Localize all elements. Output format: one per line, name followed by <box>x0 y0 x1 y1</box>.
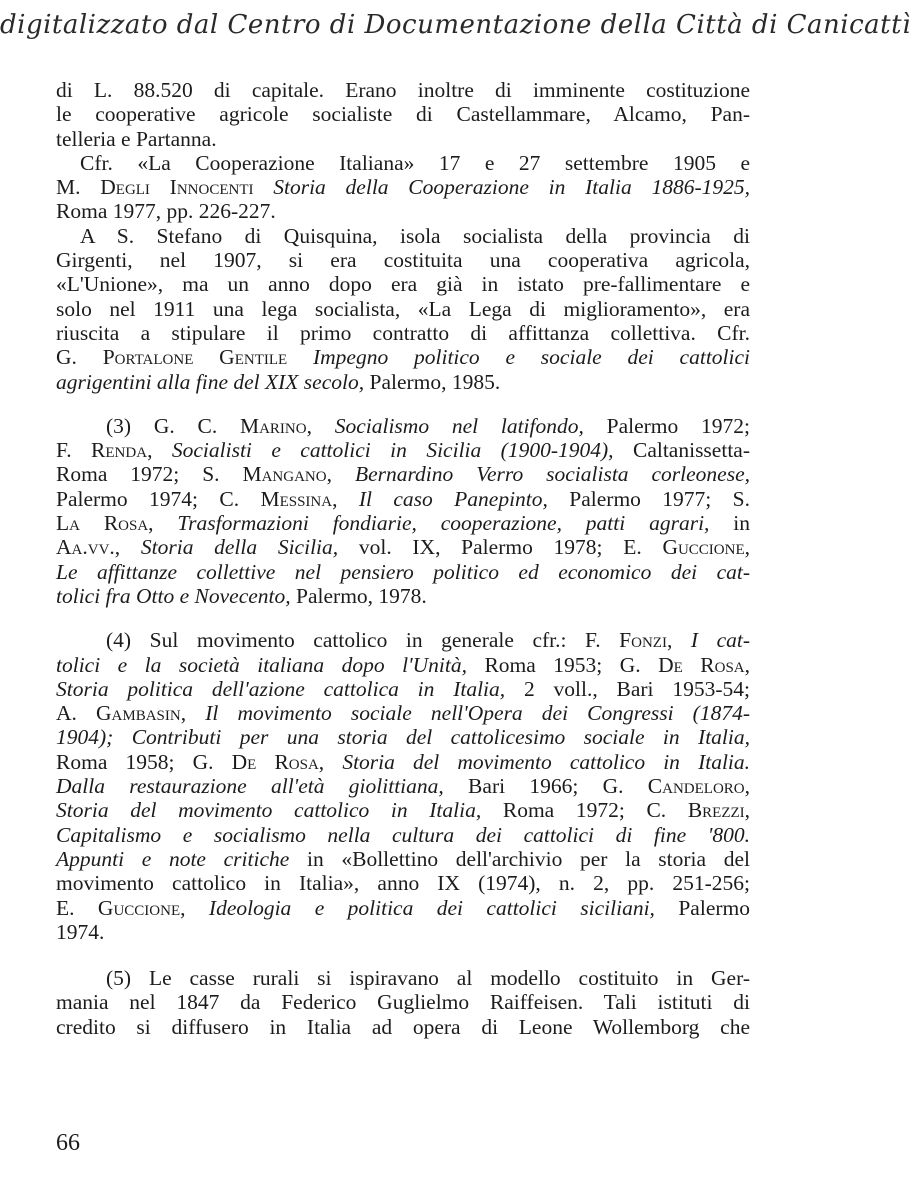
text-line: Cfr. «La Cooperazione Italiana» 17 e 27 settembre 1905 e <box>80 150 750 175</box>
digitization-watermark: digitalizzato dal Centro di Documentazione della Città di Canicattì <box>0 10 911 40</box>
text-line: M. Degli Innocenti Storia della Cooperazione in Italia 1886-1925, <box>56 175 751 200</box>
text-line: le cooperative agricole socialiste di Castellammare, Alcamo, Pan- <box>56 102 750 127</box>
author-name: Guccione <box>662 535 745 560</box>
text-line: Aa.vv., Storia della Sicilia, vol. IX, Palermo 1978; E. Guccione, <box>56 535 751 560</box>
text-line: Girgenti, nel 1907, si era costituita una cooperativa agricola, <box>56 248 750 273</box>
text-line: credito si diffusero in Italia ad opera di Leone Wollemborg che <box>56 1014 750 1039</box>
text-line: 1904); Contributi per una storia del cattolicesimo sociale in Italia, <box>56 725 750 750</box>
author-name: Degli Innocenti <box>100 175 254 200</box>
text-line: movimento cattolico in Italia», anno IX (1974), n. 2, pp. 251-256; <box>56 871 750 896</box>
text-line: solo nel 1911 una lega socialista, «La Lega di miglioramento», era <box>56 296 750 321</box>
author-name: La Rosa <box>56 511 149 536</box>
text-line: mania nel 1847 da Federico Guglielmo Raiffeisen. Tali istituti di <box>56 990 750 1015</box>
author-name: Gambasin <box>96 701 181 726</box>
text-line: «L'Unione», ma un anno dopo era già in istato pre-fallimentare e <box>56 272 750 297</box>
text-line: tolici e la società italiana dopo l'Unità, Roma 1953; G. De Rosa, <box>56 652 751 677</box>
author-name: De Rosa <box>658 652 745 677</box>
text-line: (5) Le casse rurali si ispiravano al modello costituito in Ger- <box>106 966 750 991</box>
text-line: Storia del movimento cattolico in Italia, Roma 1972; C. Brezzi, <box>56 798 751 823</box>
text-line: (3) G. C. Marino, Socialismo nel latifondo, Palermo 1972; <box>106 413 751 438</box>
text-line: E. Guccione, Ideologia e politica dei cattolici siciliani, Palermo <box>56 895 750 920</box>
footnote-4 <box>56 628 750 944</box>
text-line: riuscita a stipulare il primo contratto di affittanza collettiva. Cfr. <box>56 320 750 345</box>
author-name: Mangano <box>242 462 327 487</box>
text-line: Appunti e note critiche in «Bollettino dell'archivio per la storia del <box>56 846 751 871</box>
footnote-3 <box>56 414 750 608</box>
text-line: Dalla restaurazione all'età giolittiana, Bari 1966; G. Candeloro, <box>56 774 750 799</box>
text-line: G. Portalone Gentile Impegno politico e sociale dei cattolici <box>56 345 751 370</box>
text-line: Storia politica dell'azione cattolica in Italia, 2 voll., Bari 1953-54; <box>56 676 750 701</box>
text-line: La Rosa, Trasformazioni fondiarie, cooperazione, patti agrari, in <box>56 511 750 536</box>
text-line: Capitalismo e socialismo nella cultura dei cattolici di fine '800. <box>56 822 750 847</box>
page-number: 66 <box>56 1130 80 1156</box>
footnote-5 <box>56 966 750 1039</box>
author-name: Fonzi <box>619 628 667 653</box>
text-line: F. Renda, Socialisti e cattolici in Sicilia (1900-1904), Caltanissetta- <box>56 438 750 463</box>
author-name: Aa.vv. <box>56 535 115 560</box>
text-line: Roma 1977, pp. 226-227. <box>56 199 276 224</box>
author-name: Candeloro <box>647 774 745 799</box>
text-line: Roma 1972; S. Mangano, Bernardino Verro socialista corleonese, <box>56 462 750 487</box>
author-name: Guccione <box>97 895 181 920</box>
note-2-continuation <box>56 78 750 394</box>
text-line: (4) Sul movimento cattolico in generale cfr.: F. Fonzi, I cat- <box>106 628 750 653</box>
text-line: Le affittanze collettive nel pensiero politico ed economico dei cat- <box>56 559 750 584</box>
text-line: 1974. <box>56 919 105 944</box>
author-name: Marino <box>239 413 307 438</box>
text-line: Palermo 1974; C. Messina, Il caso Panepinto, Palermo 1977; S. <box>56 486 750 511</box>
text-line: di L. 88.520 di capitale. Erano inoltre di imminente costituzione <box>56 78 750 102</box>
text-line: Roma 1958; G. De Rosa, Storia del movimento cattolico in Italia. <box>56 749 751 774</box>
author-name: De Rosa <box>231 749 319 774</box>
author-name: Renda <box>91 438 148 463</box>
author-name: Brezzi <box>687 798 745 823</box>
author-name: Messina <box>260 486 333 511</box>
author-name: Portalone Gentile <box>102 345 288 370</box>
text-line: agrigentini alla fine del XIX secolo, Palermo, 1985. <box>56 369 501 394</box>
text-line: telleria e Partanna. <box>56 126 217 151</box>
text-line: tolici fra Otto e Novecento, Palermo, 1978. <box>56 583 427 608</box>
page-body <box>56 78 750 1039</box>
text-line: A. Gambasin, Il movimento sociale nell'Opera dei Congressi (1874- <box>56 701 750 726</box>
text-line: A S. Stefano di Quisquina, isola socialista della provincia di <box>80 223 750 248</box>
